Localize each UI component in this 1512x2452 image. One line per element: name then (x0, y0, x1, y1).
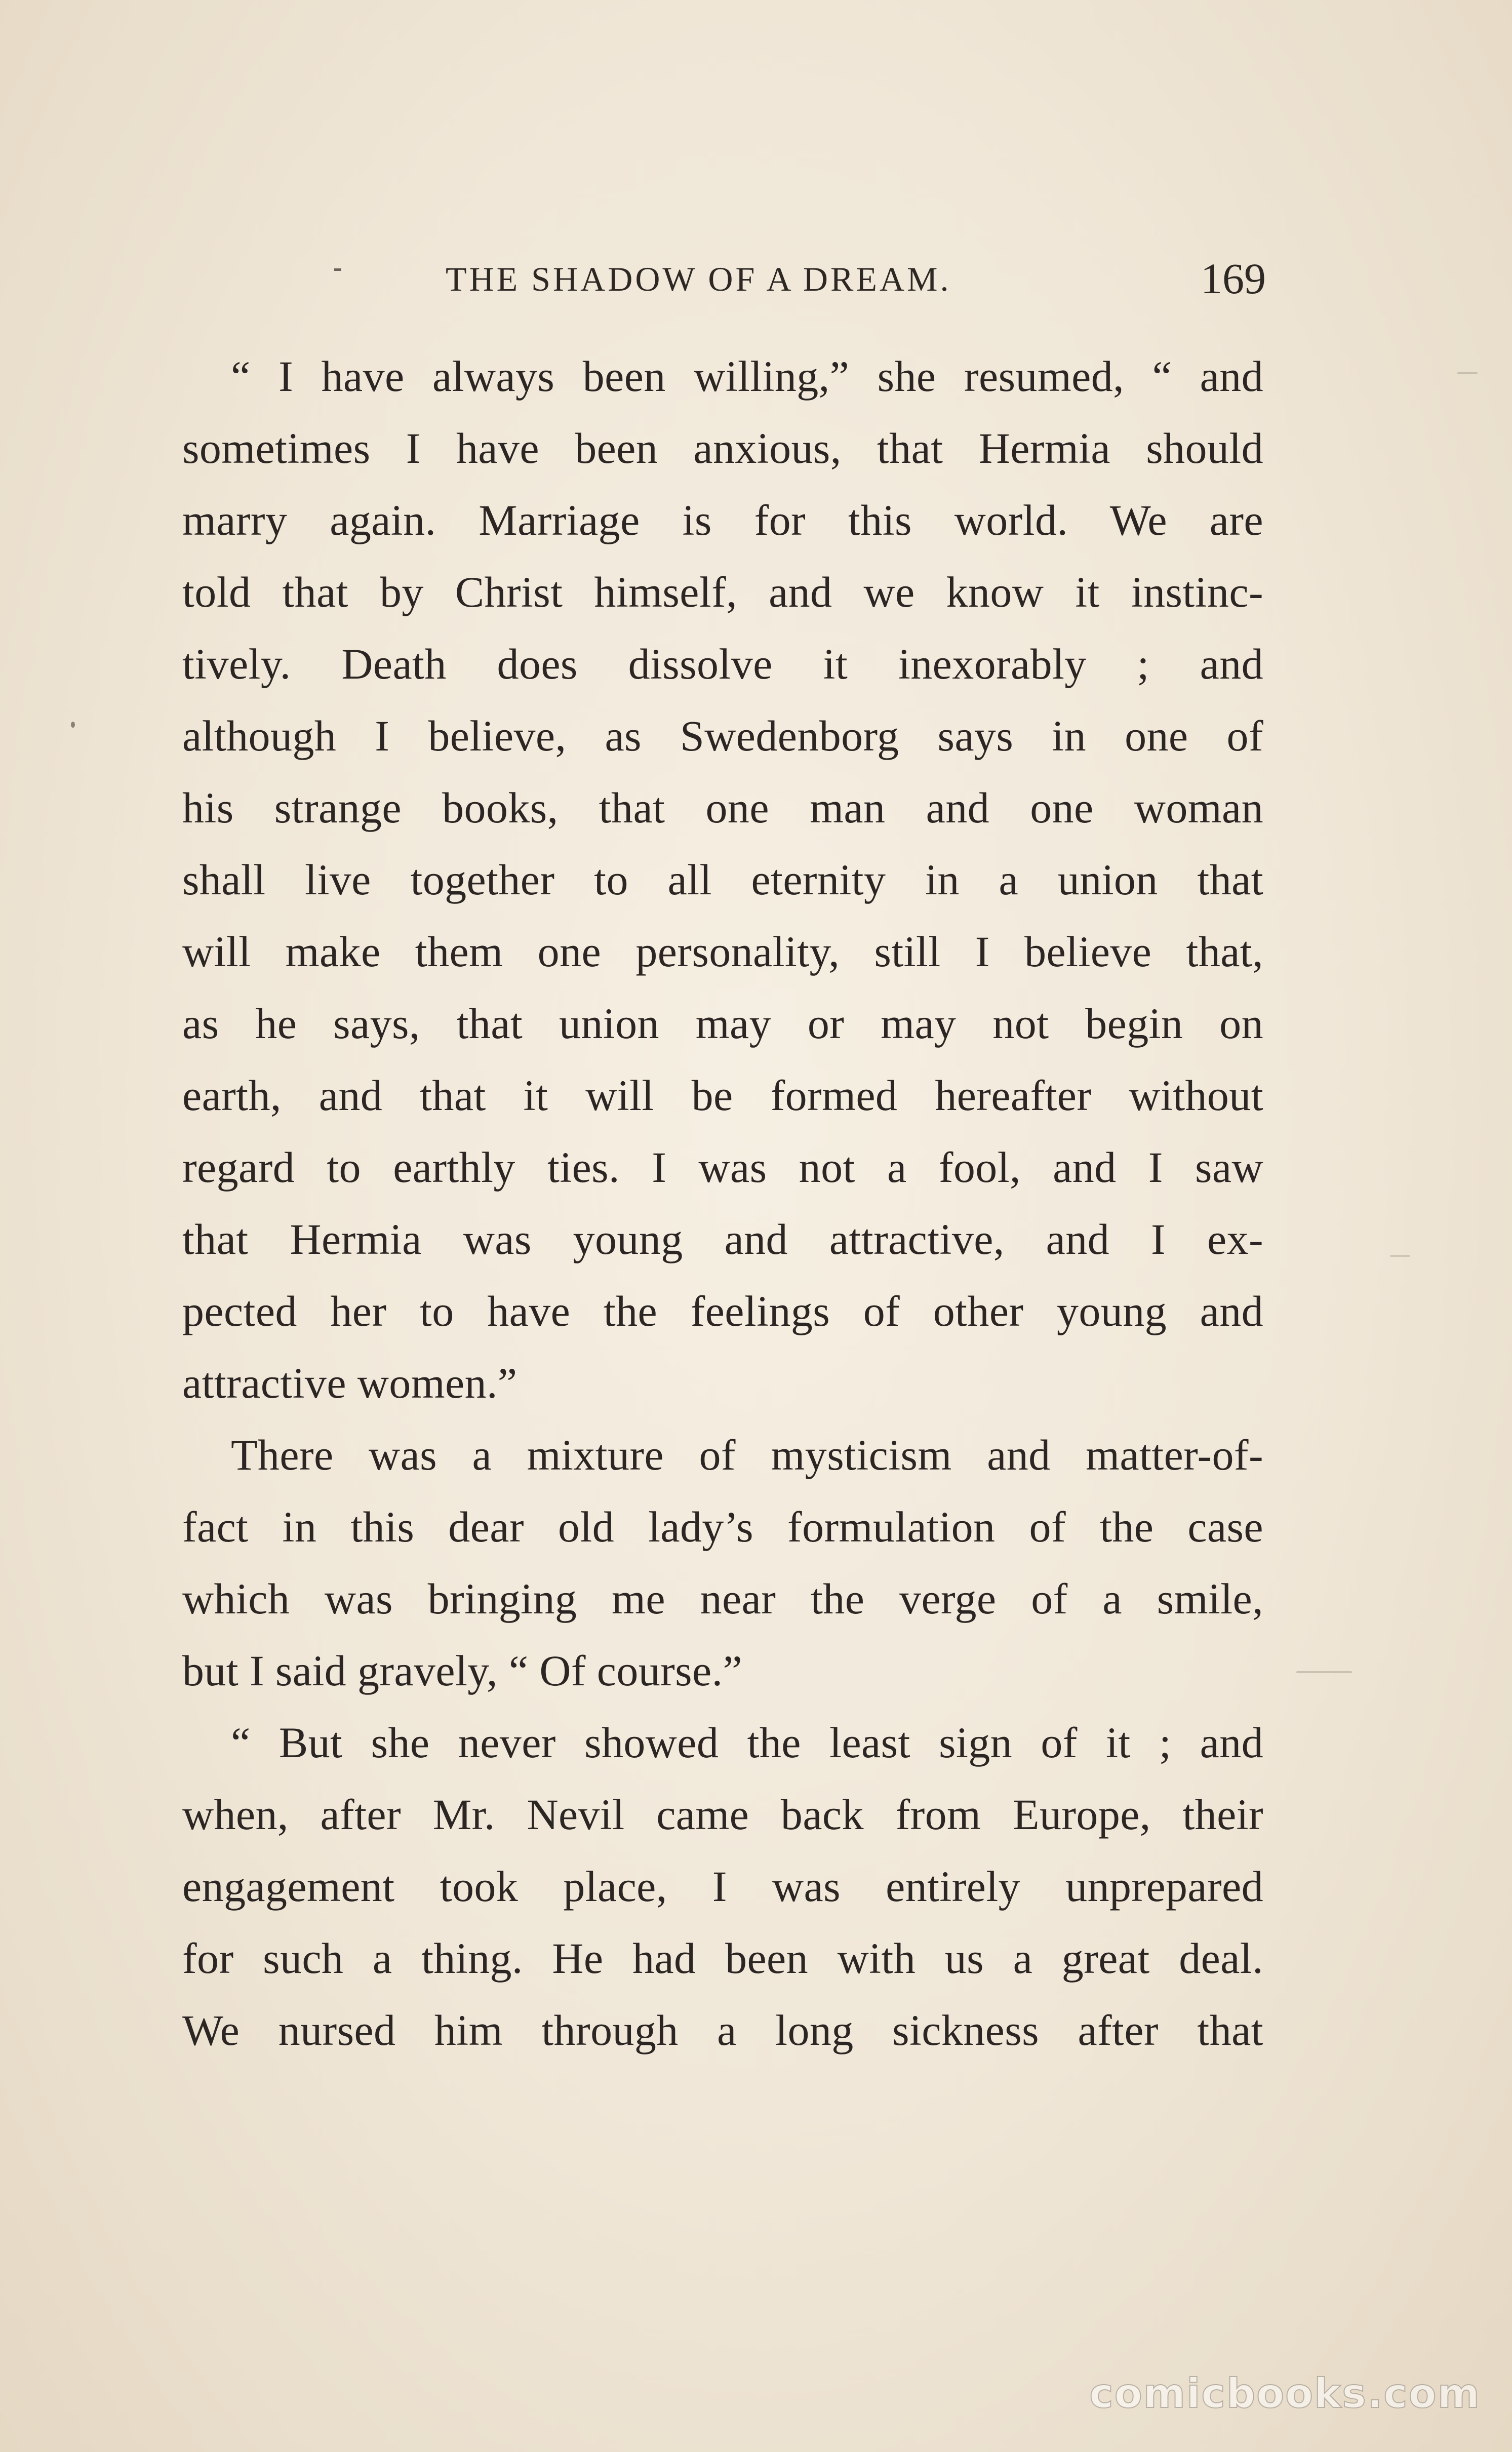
text-line: that Hermia was young and attractive, and I ex- (182, 1215, 1263, 1263)
text-line: sometimes I have been anxious, that Hermia should (182, 424, 1263, 472)
body-text (182, 340, 1263, 2066)
site-watermark: comicbooks.com (1089, 2370, 1481, 2417)
text-line: which was bringing me near the verge of a smile, (182, 1574, 1263, 1623)
running-head (182, 253, 1266, 309)
text-line: attractive women.” (182, 1359, 518, 1407)
text-line: told that by Christ himself, and we know it instinc- (182, 568, 1263, 616)
text-line: earth, and that it will be formed hereafter without (182, 1071, 1263, 1120)
text-line: tively. Death does dissolve it inexorably ; and (182, 640, 1263, 688)
text-line: as he says, that union may or may not begin on (182, 999, 1263, 1048)
page-number: 169 (1201, 254, 1266, 303)
text-line: marry again. Marriage is for this world. We are (182, 496, 1263, 544)
printer-mark (334, 268, 341, 271)
text-line: for such a thing. He had been with us a great deal. (182, 1934, 1263, 1983)
paper-speck (1390, 1255, 1410, 1257)
paper-speck (1457, 372, 1478, 374)
text-line: although I believe, as Swedenborg says in one of (182, 711, 1263, 760)
text-line: his strange books, that one man and one woman (182, 783, 1263, 832)
running-title: THE SHADOW OF A DREAM. (446, 260, 951, 298)
text-line: There was a mixture of mysticism and matter-of- (231, 1431, 1263, 1479)
text-line: but I said gravely, “ Of course.” (182, 1646, 743, 1695)
text-line: will make them one personality, still I believe that, (182, 927, 1263, 976)
text-line: regard to earthly ties. I was not a fool, and I saw (182, 1143, 1263, 1192)
text-line: “ I have always been willing,” she resumed, “ and (231, 352, 1263, 401)
paper-speck (71, 722, 75, 728)
text-line: pected her to have the feelings of other young and (182, 1287, 1263, 1335)
paper-speck (1296, 1671, 1352, 1673)
text-line: We nursed him through a long sickness after that (182, 2006, 1263, 2054)
text-line: engagement took place, I was entirely unprepared (182, 1862, 1263, 1911)
text-line: when, after Mr. Nevil came back from Europe, their (182, 1790, 1263, 1839)
text-line: shall live together to all eternity in a union that (182, 855, 1263, 904)
text-line: “ But she never showed the least sign of it ; and (231, 1718, 1263, 1767)
text-line: fact in this dear old lady’s formulation of the case (182, 1502, 1263, 1551)
